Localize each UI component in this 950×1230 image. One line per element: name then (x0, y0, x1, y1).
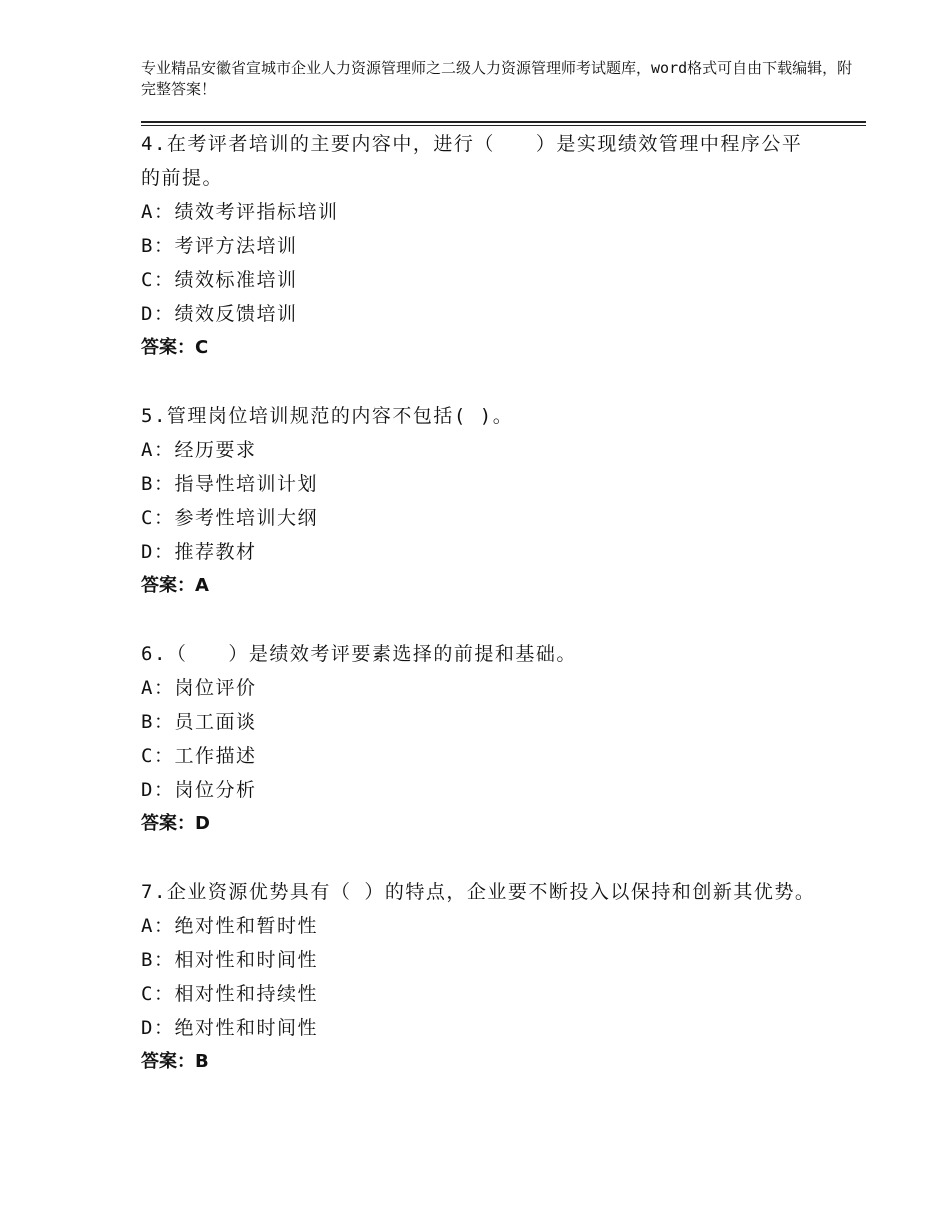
question-spacer (141, 841, 821, 875)
option-d: D：推荐教材 (141, 541, 257, 563)
answer-label: 答案：B (141, 1051, 209, 1072)
header-rule-thick (141, 121, 866, 123)
option-b: B：考评方法培训 (141, 235, 298, 257)
option-c: C：工作描述 (141, 745, 257, 767)
answer-label: 答案：A (141, 575, 209, 596)
question-text: 7.企业资源优势具有（ ）的特点，企业要不断投入以保持和创新其优势。 (141, 881, 816, 903)
question-spacer (141, 365, 821, 399)
question-text: 6.（ ）是绩效考评要素选择的前提和基础。 (141, 643, 577, 665)
question-text: 4.在考评者培训的主要内容中，进行（ ）是实现绩效管理中程序公平的前提。 (141, 133, 803, 189)
option-a: A：绝对性和暂时性 (141, 915, 318, 937)
option-d: D：绝对性和时间性 (141, 1017, 318, 1039)
question-6 (141, 637, 821, 841)
question-7 (141, 875, 821, 1079)
question-list (141, 127, 821, 1079)
answer-label: 答案：D (141, 813, 210, 834)
question-4 (141, 127, 821, 365)
option-b: B：员工面谈 (141, 711, 257, 733)
option-c: C：绩效标准培训 (141, 269, 298, 291)
option-b: B：指导性培训计划 (141, 473, 318, 495)
option-a: A：岗位评价 (141, 677, 257, 699)
option-d: D：绩效反馈培训 (141, 303, 298, 325)
question-5 (141, 399, 821, 603)
option-b: B：相对性和时间性 (141, 949, 318, 971)
option-a: A：经历要求 (141, 439, 257, 461)
question-text: 5.管理岗位培训规范的内容不包括( )。 (141, 405, 514, 427)
header-rule-thin (141, 125, 866, 126)
option-a: A：绩效考评指标培训 (141, 201, 339, 223)
option-c: C：相对性和持续性 (141, 983, 318, 1005)
question-spacer (141, 603, 821, 637)
answer-label: 答案：C (141, 337, 209, 358)
document-header: 专业精品安徽省宣城市企业人力资源管理师之二级人力资源管理师考试题库，word格式可自由下载编辑，附完整答案！ (141, 59, 853, 98)
option-d: D：岗位分析 (141, 779, 257, 801)
option-c: C：参考性培训大纲 (141, 507, 318, 529)
